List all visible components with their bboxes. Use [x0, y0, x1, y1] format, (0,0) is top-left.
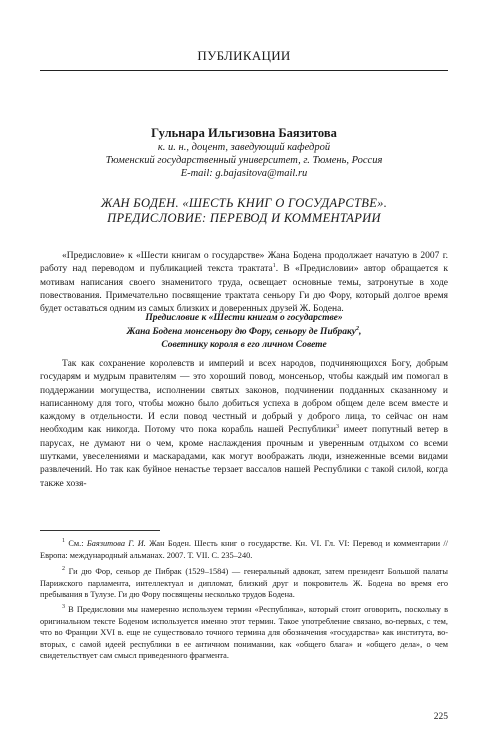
footnote-3	[40, 604, 448, 662]
article-title	[60, 196, 428, 226]
footnote-3-text: В Предисловии мы намеренно используем термин «Республика», который стоит оговорить, поскольку в оригинальном тексте Боденом используется именно этот термин. Такое употребление связано, во-первых, с тем, что во Франции XVI в. еще не существовало точного термина для обозначения «государства» как института, во-вторых, с самой идеей республики в ее античном понимании, как «общего блага» и «общего дела», о чем свидетельствует сам смысл приведенного фрагмента.	[40, 605, 449, 661]
footnote-2-text: Ги дю Фор, сеньор де Пибрак (1529–1584) — генеральный адвокат, затем президент Большой палаты Парижского парламента, интеллектуал и дипломат, близкий друг и покровитель Ж. Бодена во время его пребывания в Тулузе. Ги дю Фору посвящены несколько трудов Бодена.	[40, 567, 448, 600]
page-number: 225	[433, 712, 448, 722]
footnote-1-text: Жан Боден. Шесть книг о государстве. Кн. VI. Гл. VI: Перевод и комментарии // Европа: международный альманах. 2007. Т. VII. С. 235–240.	[40, 539, 448, 560]
article-title-line1: ЖАН БОДЕН. «ШЕСТЬ КНИГ О ГОСУДАРСТВЕ».	[100, 196, 388, 210]
intro-paragraph	[40, 250, 448, 316]
intro-text-a: «Предисловие» к «Шести книгам о государстве» Жана Бодена продолжает начатую в 2007 г. работу над переводом и публикацией текста трактата	[40, 251, 448, 275]
author-degree: к. и. н., доцент, заведующий кафедрой	[157, 142, 331, 153]
body-paragraph	[40, 358, 448, 491]
header-rule	[40, 70, 448, 71]
footnote-separator	[40, 530, 160, 531]
intro-text-b: . В «Предисловии» автор обращается к мотивам написания своего знаменитого труда, освещает основные темы, затронутые в ходе повествования. Примечательно посвящение трактата сеньору Ги дю Фору, который долгое время будет оставаться одним из самых близких и доверенных друзей Ж. Бодена.	[40, 264, 449, 315]
footnote-1-author: Баязитова Г. И.	[86, 539, 146, 548]
preface-subheading	[40, 312, 448, 353]
footnote-ref-3[interactable]: 3	[335, 424, 339, 431]
article-title-line2: ПРЕДИСЛОВИЕ: ПЕРЕВОД И КОММЕНТАРИИ	[107, 211, 381, 225]
body-text-b: имеет попутный ветер в парусах, не думают ни о чем, кроме наслаждения прочным и уверенным отдыхом со всеми шутками, увеселениями и маскарадами, как могут воображать люди, изнеженные всеми видами развлечений. Но так как буйное ненастье терзает вассалов нашей Республики с такой силой, когда также хозя-	[40, 425, 448, 489]
subheading-line2	[40, 326, 448, 340]
section-title: ПУБЛИКАЦИИ	[197, 48, 291, 63]
subheading-line1: Предисловие к «Шести книгам о государстве»	[145, 313, 343, 323]
footnote-2	[40, 566, 448, 601]
subheading-line3: Советнику короля в его личном Совете	[161, 340, 327, 350]
footnote-1	[40, 538, 448, 561]
footnote-1-number: 1	[62, 538, 65, 545]
author-affiliation: Тюменский государственный университет, г. Тюмень, Россия	[105, 155, 383, 166]
author-name: Гульнара Ильгизовна Баязитова	[151, 126, 337, 140]
footnote-ref-2[interactable]: 2	[356, 325, 359, 332]
subheading-line2-text: Жана Бодена монсеньору дю Фору, сеньору де Пибраку	[126, 326, 356, 337]
footnote-ref-1[interactable]: 1	[272, 263, 276, 270]
subheading-line2-comma: ,	[359, 326, 362, 337]
author-email[interactable]: E-mail: g.bajasitova@mail.ru	[180, 168, 308, 179]
author-block	[0, 126, 488, 180]
footnote-3-number: 3	[62, 604, 65, 611]
footnote-1-lead: См.:	[68, 539, 87, 548]
footnote-2-number: 2	[62, 566, 65, 573]
body-text-a: Так как сохранение королевств и империй и всех народов, подчиняющихся Богу, добрым государям и мудрым правителям — это хороший повод, монсеньор, чтобы каждый им помогал в поддержании могущества, исполнении святых законов, подчинении подданных сказанному и написанному для того, чтобы можно было добиться успеха в добром общем деле всем вместе и каждому в отдельности. И если повод честный и добрый у доброго лица, то сейчас он нам необходим как никогда. Потому что пока корабль нашей Республики	[40, 359, 448, 436]
